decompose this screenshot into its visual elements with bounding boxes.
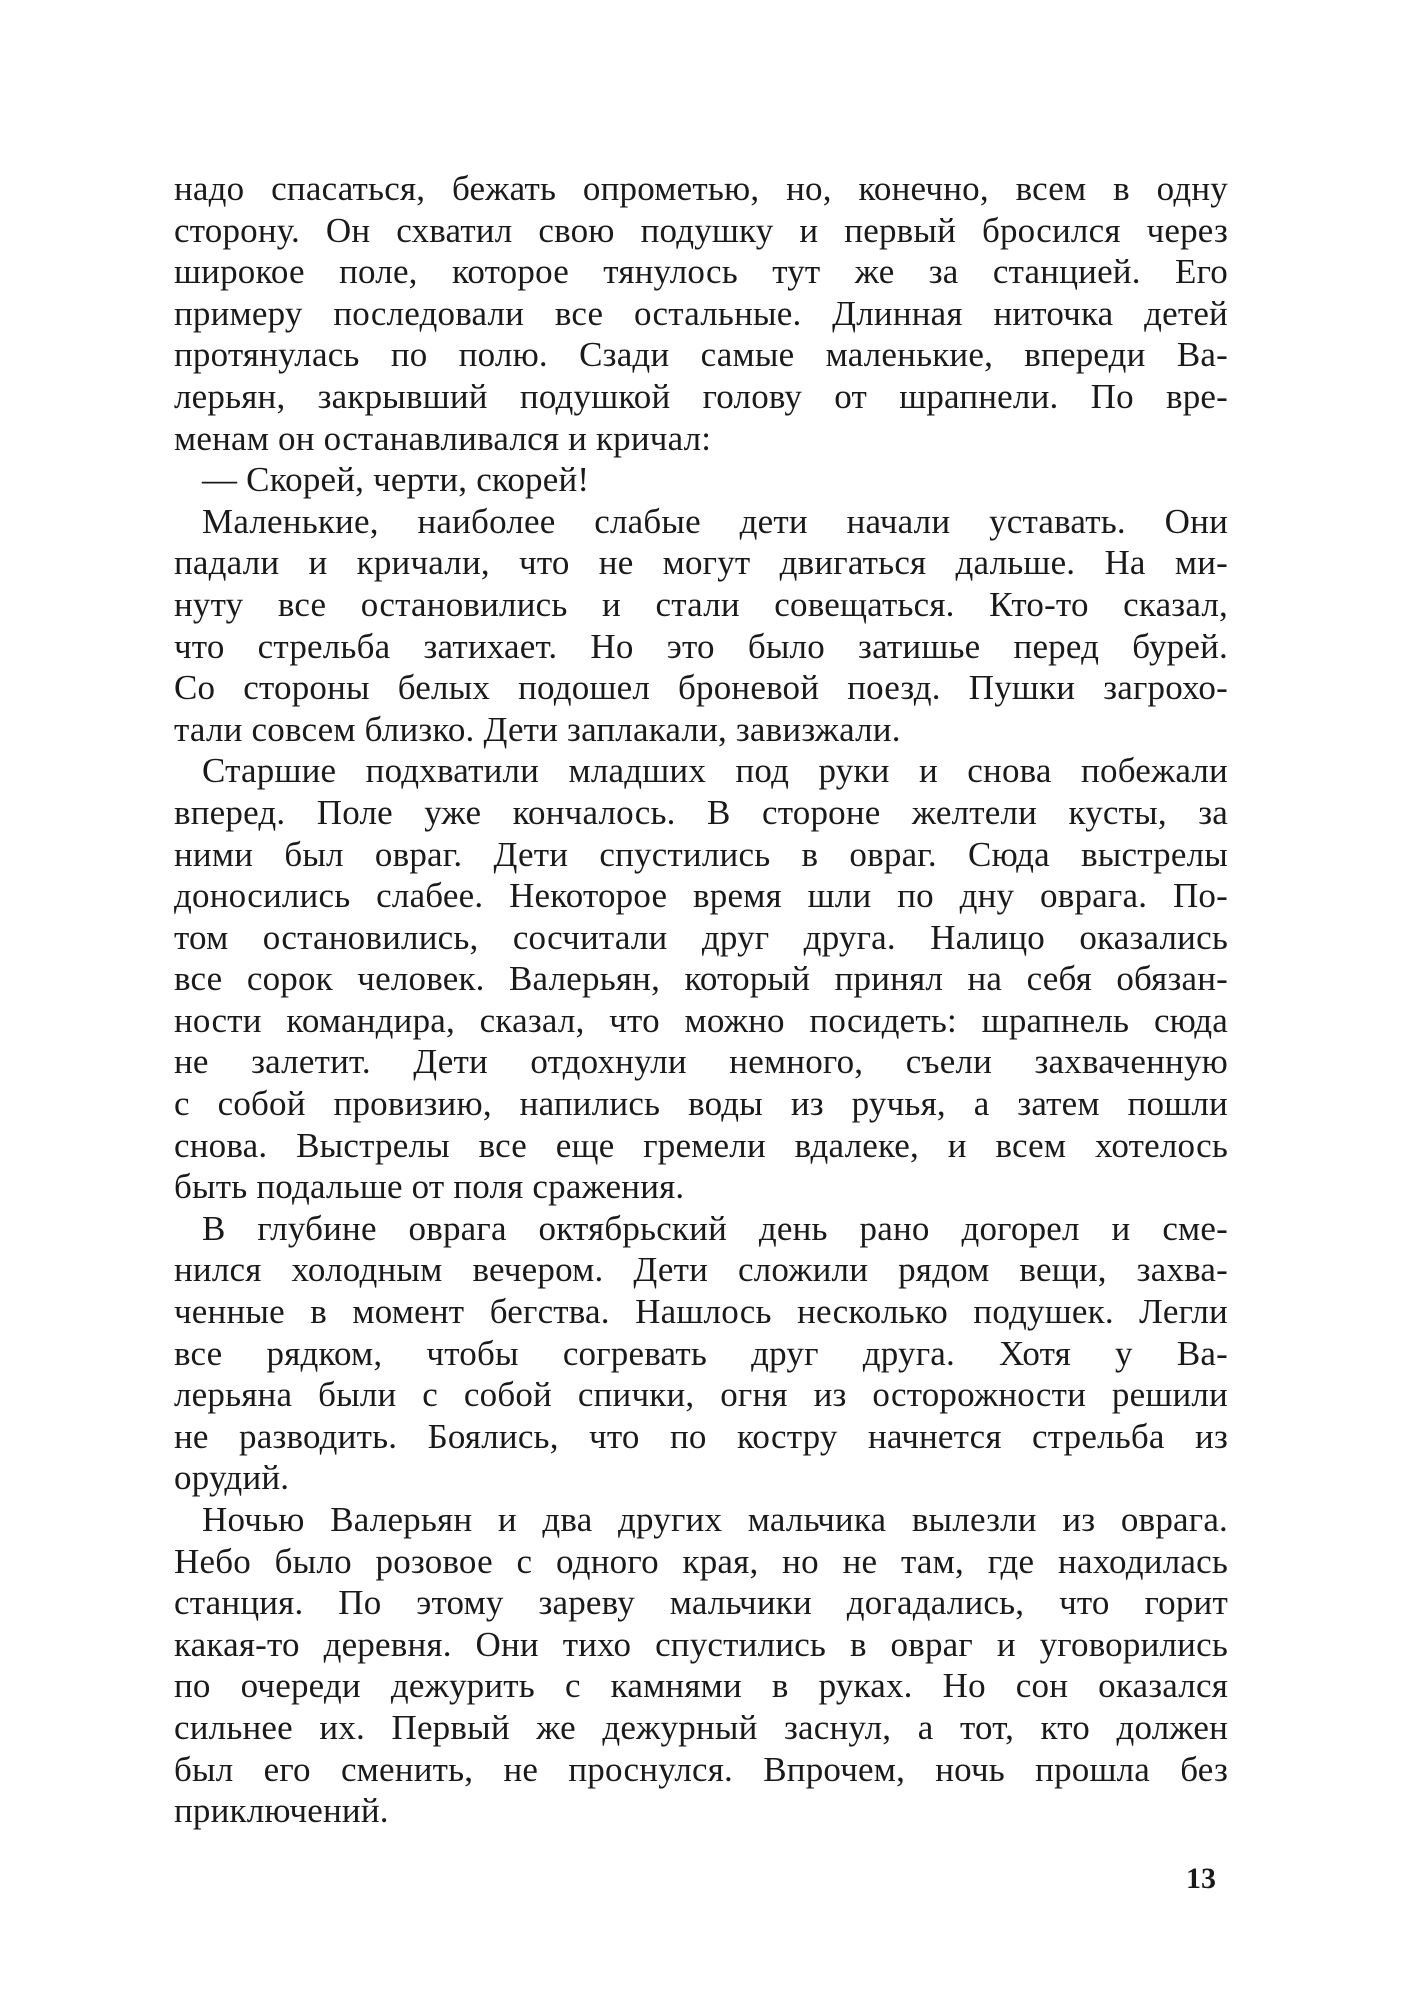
text-line: нился холодным вечером. Дети сложили рядом вещи, захва- [174,1250,1228,1290]
text-line: снова. Выстрелы все еще гремели вдалеке, и всем хотелось [174,1125,1228,1165]
text-line: лерьян, закрывший подушкой голову от шрапнели. По вре- [174,376,1228,416]
text-line: лерьяна были с собой спички, огня из осторожности решили [174,1375,1228,1415]
text-line: ними был овраг. Дети спустились в овраг. Сюда выстрелы [174,834,1228,874]
text-line: широкое поле, которое тянулось тут же за станцией. Его [174,252,1228,292]
text-line: Маленькие, наиболее слабые дети начали уставать. Они [202,501,1228,541]
text-line: примеру последовали все остальные. Длинная ниточка детей [174,293,1228,333]
text-line: был его сменить, не проснулся. Впрочем, ночь прошла без [174,1749,1228,1789]
text-line: приключений. [174,1791,389,1831]
text-line: — Скорей, черти, скорей! [202,460,590,500]
text-line: менам он останавливался и кричал: [174,418,712,458]
text-line: по очереди дежурить с камнями в руках. Но сон оказался [174,1666,1228,1706]
text-line: протянулась по полю. Сзади самые маленькие, впереди Ва- [174,335,1228,375]
text-line: все сорок человек. Валерьян, который принял на себя обязан- [174,959,1228,999]
text-line: что стрельба затихает. Но это было затишье перед бурей. [174,626,1228,666]
text-line: Со стороны белых подошел броневой поезд. Пушки загрохо- [174,668,1228,708]
text-line: ности командира, сказал, что можно посидеть: шрапнель сюда [174,1000,1228,1040]
text-line: какая-то деревня. Они тихо спустились в овраг и уговорились [174,1624,1228,1664]
text-line: быть подальше от поля сражения. [174,1167,685,1207]
text-line: нуту все остановились и стали совещаться. Кто-то сказал, [174,584,1228,624]
text-line: Ночью Валерьян и два других мальчика вылезли из оврага. [202,1500,1228,1539]
text-line: вперед. Поле уже кончалось. В стороне желтели кусты, за [174,792,1228,832]
text-line: с собой провизию, напились воды из ручья, а затем пошли [174,1084,1228,1124]
text-line: сторону. Он схватил свою подушку и первый бросился через [174,210,1228,250]
text-line: надо спасаться, бежать опрометью, но, конечно, всем в одну [174,169,1228,208]
text-line: ченные в момент бегства. Нашлось несколько подушек. Легли [174,1292,1228,1332]
text-line: Небо было розовое с одного края, но не там, где находилась [174,1541,1228,1581]
text-line: не разводить. Боялись, что по костру начнется стрельба из [174,1416,1228,1456]
text-line: В глубине оврага октябрьский день рано догорел и сме- [202,1208,1228,1248]
body-text [174,168,1228,1832]
text-line: не залетит. Дети отдохнули немного, съели захваченную [174,1042,1228,1082]
text-line: падали и кричали, что не могут двигаться дальше. На ми- [174,543,1228,583]
text-line: доносились слабее. Некоторое время шли по дну оврага. По- [174,876,1228,916]
text-line: тали совсем близко. Дети заплакали, завизжали. [174,709,901,749]
text-line: все рядком, чтобы согревать друг друга. Хотя у Ва- [174,1333,1228,1373]
text-line: сильнее их. Первый же дежурный заснул, а тот, кто должен [174,1707,1228,1747]
text-line: Старшие подхватили младших под руки и снова побежали [202,751,1228,791]
text-line: орудий. [174,1458,290,1498]
page-number: 13 [1186,1862,1216,1895]
text-line: станция. По этому зареву мальчики догадались, что горит [174,1583,1228,1623]
text-line: том остановились, сосчитали друг друга. Налицо оказались [174,917,1228,957]
